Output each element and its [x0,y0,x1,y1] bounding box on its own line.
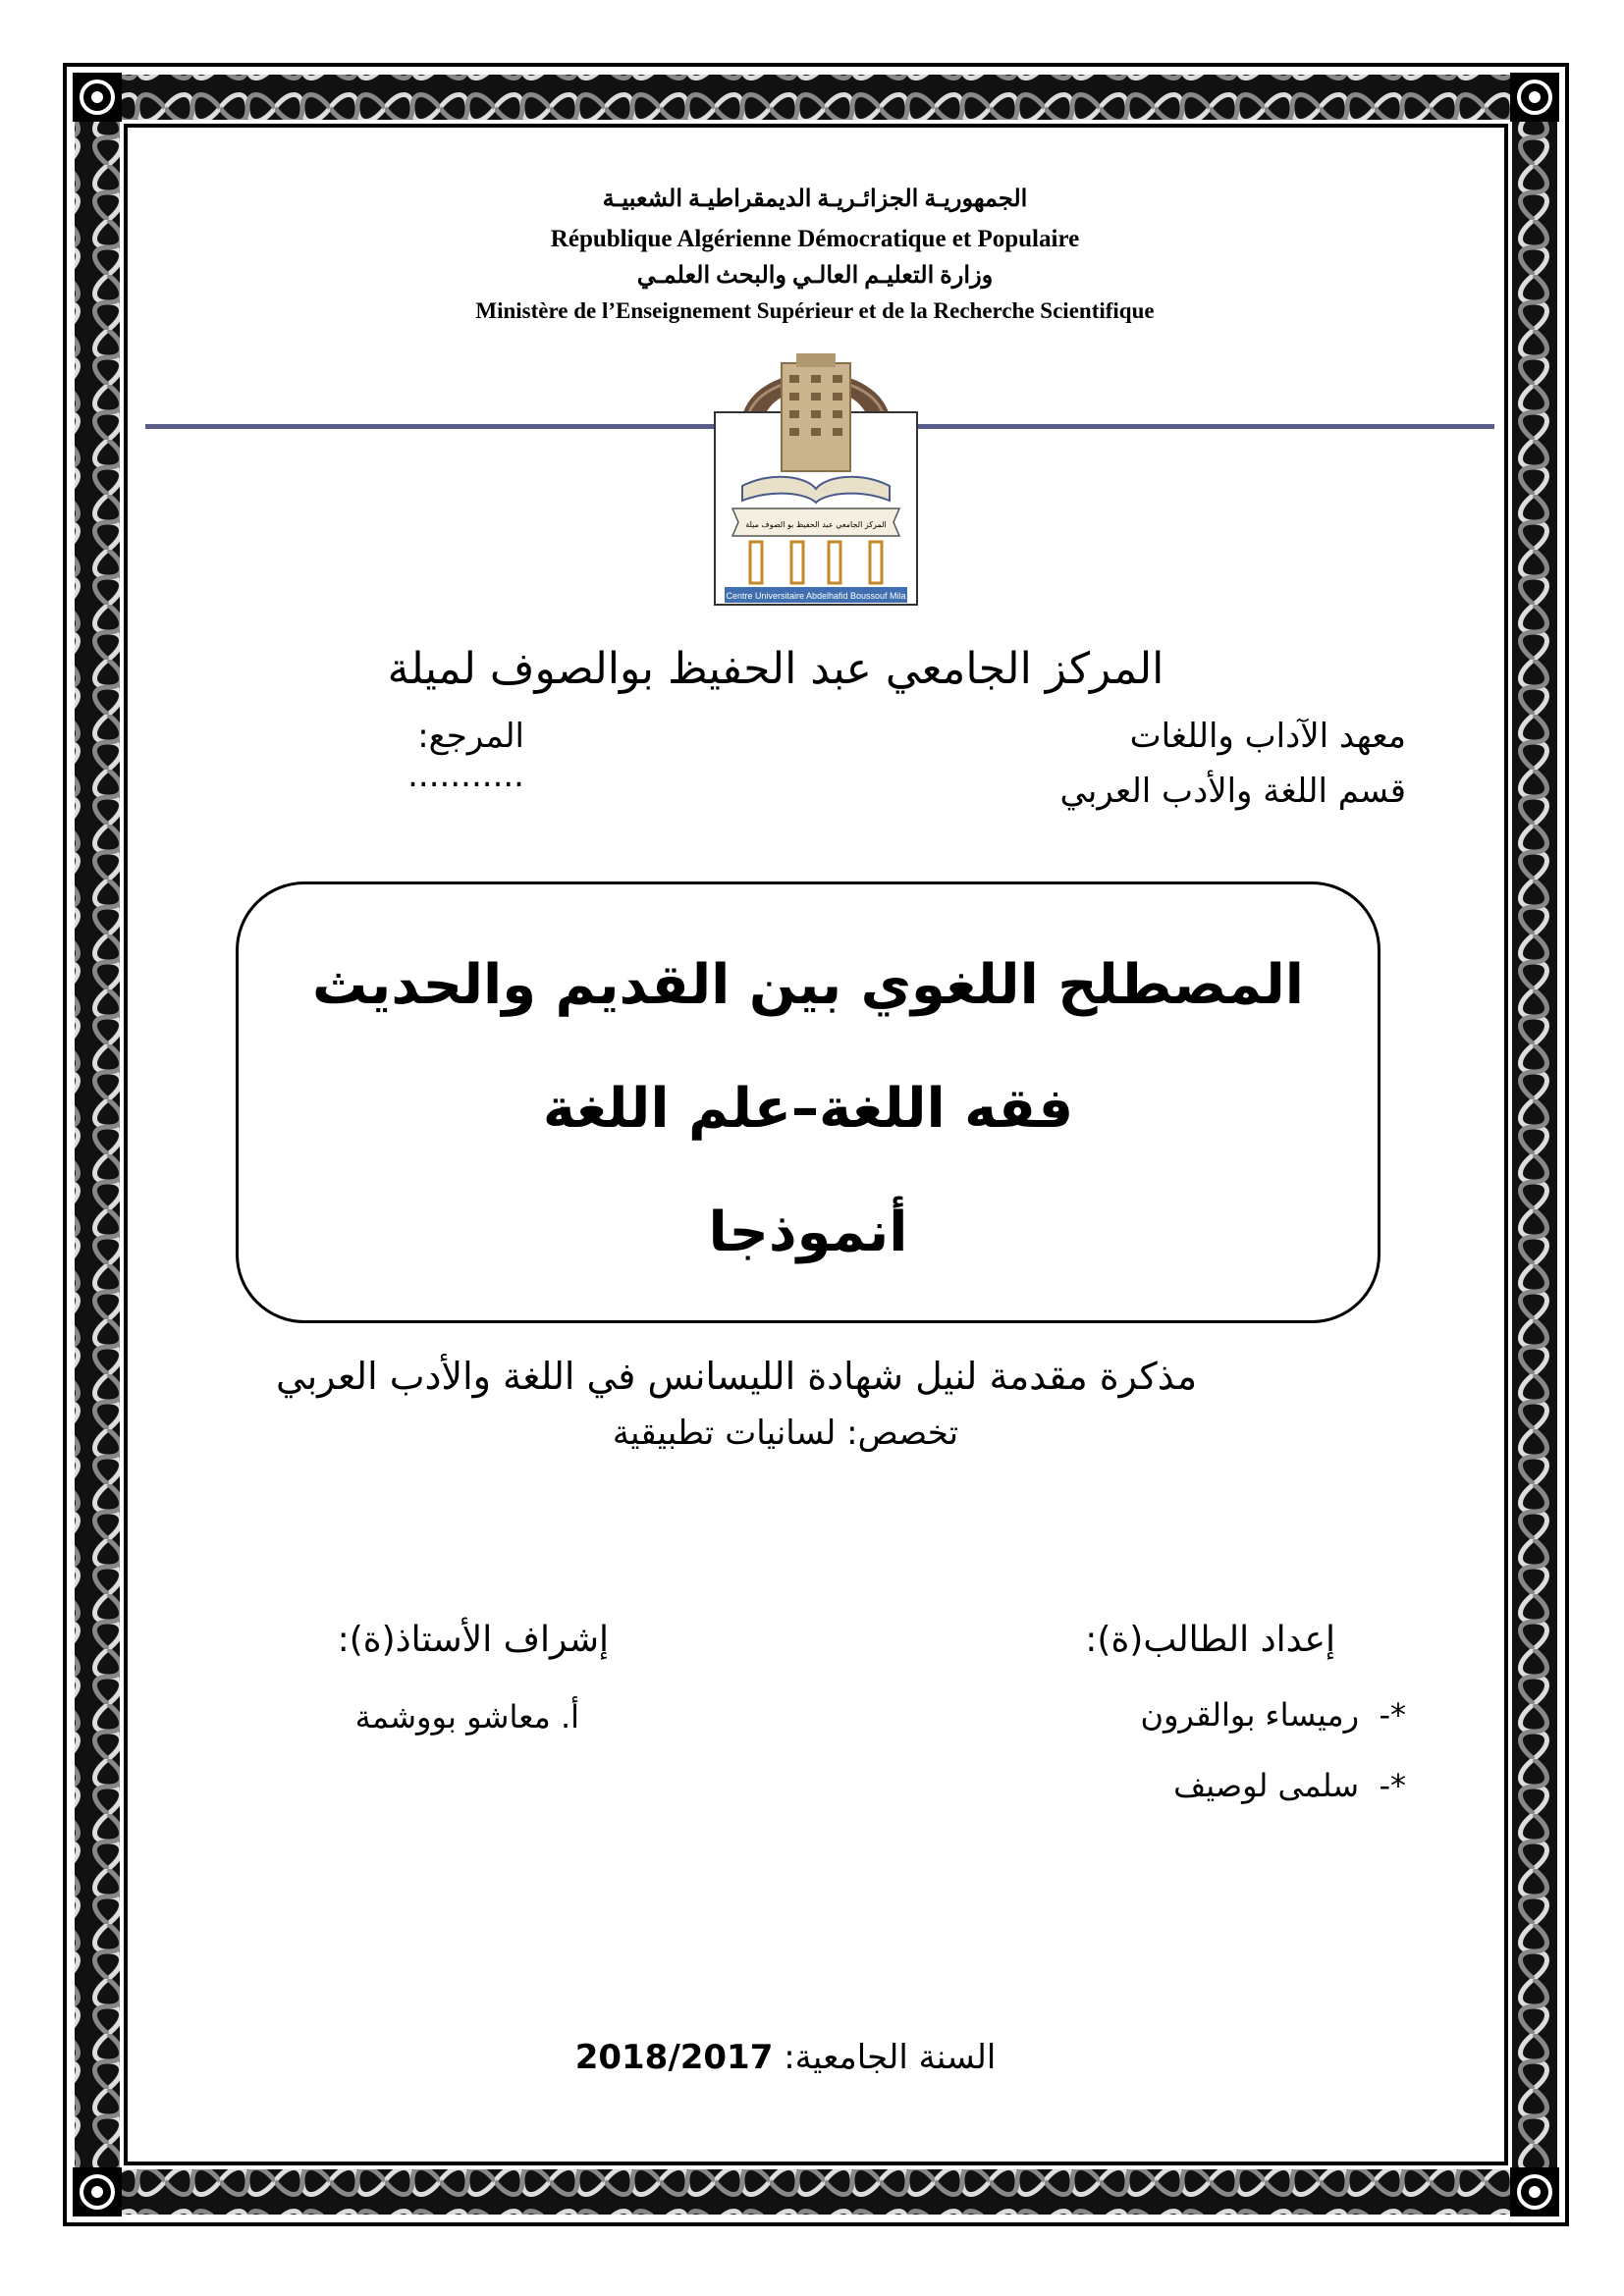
thesis-purpose: مذكرة مقدمة لنيل شهادة الليسانس في اللغة والأدب العربي [275,1355,1198,1398]
reference-label: المرجع: [417,717,524,756]
header-divider-left [145,424,715,429]
corner-ornament-icon [1510,73,1559,122]
ministry-arabic: وزارة التعليـم العالـي والبحث العلمـي [636,263,994,289]
logo-arc-text: المركز الجامعي عبد الحفيظ بو الصوف ميلة [745,520,887,529]
student-item [982,1696,1406,1734]
supervisor-label: إشراف الأستاذ(ة): [337,1620,609,1660]
supervisor-name: أ. معاشو بووشمة [354,1698,579,1735]
prepared-by-label: إعداد الطالب(ة): [1085,1620,1335,1660]
reference-field [279,717,524,795]
title-line-1: المصطلح اللغوي بين القديم والحديث [312,953,1304,1017]
academic-year-label: السنة الجامعية: [784,2038,997,2077]
corner-ornament-icon [73,73,122,122]
student-name: سلمى لوصيف [1173,1767,1360,1804]
bullet: *- [1379,1767,1406,1804]
reference-value: ........... [407,756,524,795]
header-divider-right [917,424,1494,429]
republic-french: République Algérienne Démocratique et Populaire [550,226,1080,252]
student-name: رميساء بوالقرون [1140,1696,1360,1734]
republic-arabic: الجمهوريـة الجزائـريـة الديمقراطيـة الشعبيـة [602,187,1028,212]
academic-year [491,2038,1080,2077]
title-line-2: فقه اللغة–علم اللغة [542,1077,1074,1141]
center-name: المركز الجامعي عبد الحفيظ بوالصوف لميلة [387,644,1164,694]
department-name: قسم اللغة والأدب العربي [1059,772,1406,811]
bullet: *- [1379,1696,1406,1734]
ministry-french: Ministère de l’Enseignement Supérieur et de la Recherche Scientifique [475,298,1155,323]
logo-caption: Centre Universitaire Abdelhafid Boussouf Mila [726,591,906,601]
title-line-3: أنموذجا [708,1201,908,1264]
academic-year-value: 2018/2017 [574,2038,774,2077]
corner-ornament-icon [73,2167,122,2216]
thesis-specialty: تخصص: لسانيات تطبيقية [612,1414,959,1453]
institute-name: معهد الآداب واللغات [1129,717,1406,756]
title-box [236,881,1380,1323]
corner-ornament-icon [1510,2167,1559,2216]
student-item [982,1767,1406,1804]
university-logo [713,314,919,609]
